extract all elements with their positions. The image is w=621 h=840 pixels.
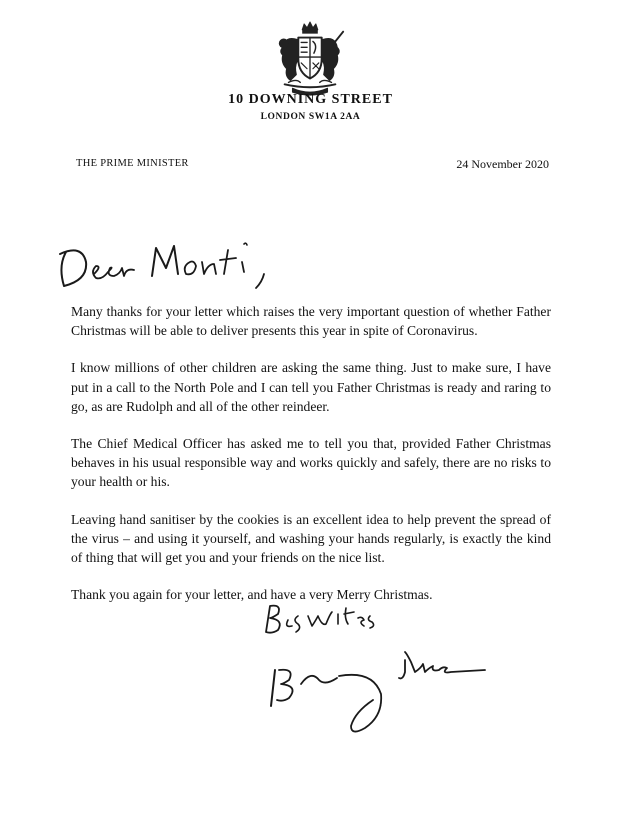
- paragraph: I know millions of other children are asking the same thing. Just to make sure, I have put in a call to the North Pole and I can tell you Father Christmas is ready and raring to go, as are Rudolph and all of the other reindeer.: [71, 360, 551, 414]
- royal-coat-of-arms-icon: [271, 20, 349, 98]
- paragraph: Leaving hand sanitiser by the cookies is an excellent idea to help prevent the spread of the virus – and using it yourself, and washing your hands regularly, is exactly the kind of thing that will get you and your friends on the nice list.: [71, 511, 551, 566]
- paragraph: The Chief Medical Officer has asked me to tell you that, provided Father Christmas behaves in his usual responsible way and works quickly and safely, there are no risks to your health or his.: [71, 436, 551, 490]
- paragraph: Many thanks for your letter which raises the very important question of whether Father Christmas will be able to deliver presents this year in spite of Coronavirus.: [71, 304, 551, 339]
- letter-date: 24 November 2020: [456, 157, 549, 171]
- letter-body: [71, 302, 551, 622]
- handwritten-salutation: [52, 232, 282, 294]
- handwritten-valediction: [258, 598, 408, 640]
- letterhead-address: [0, 92, 621, 122]
- address-line-2: LONDON SW1A 2AA: [260, 112, 361, 122]
- paragraph: Thank you again for your letter, and have a very Merry Christmas.: [71, 587, 433, 603]
- sender-title: THE PRIME MINISTER: [76, 158, 189, 169]
- address-line-1: 10 DOWNING STREET: [228, 92, 393, 107]
- handwritten-signature: [255, 640, 500, 740]
